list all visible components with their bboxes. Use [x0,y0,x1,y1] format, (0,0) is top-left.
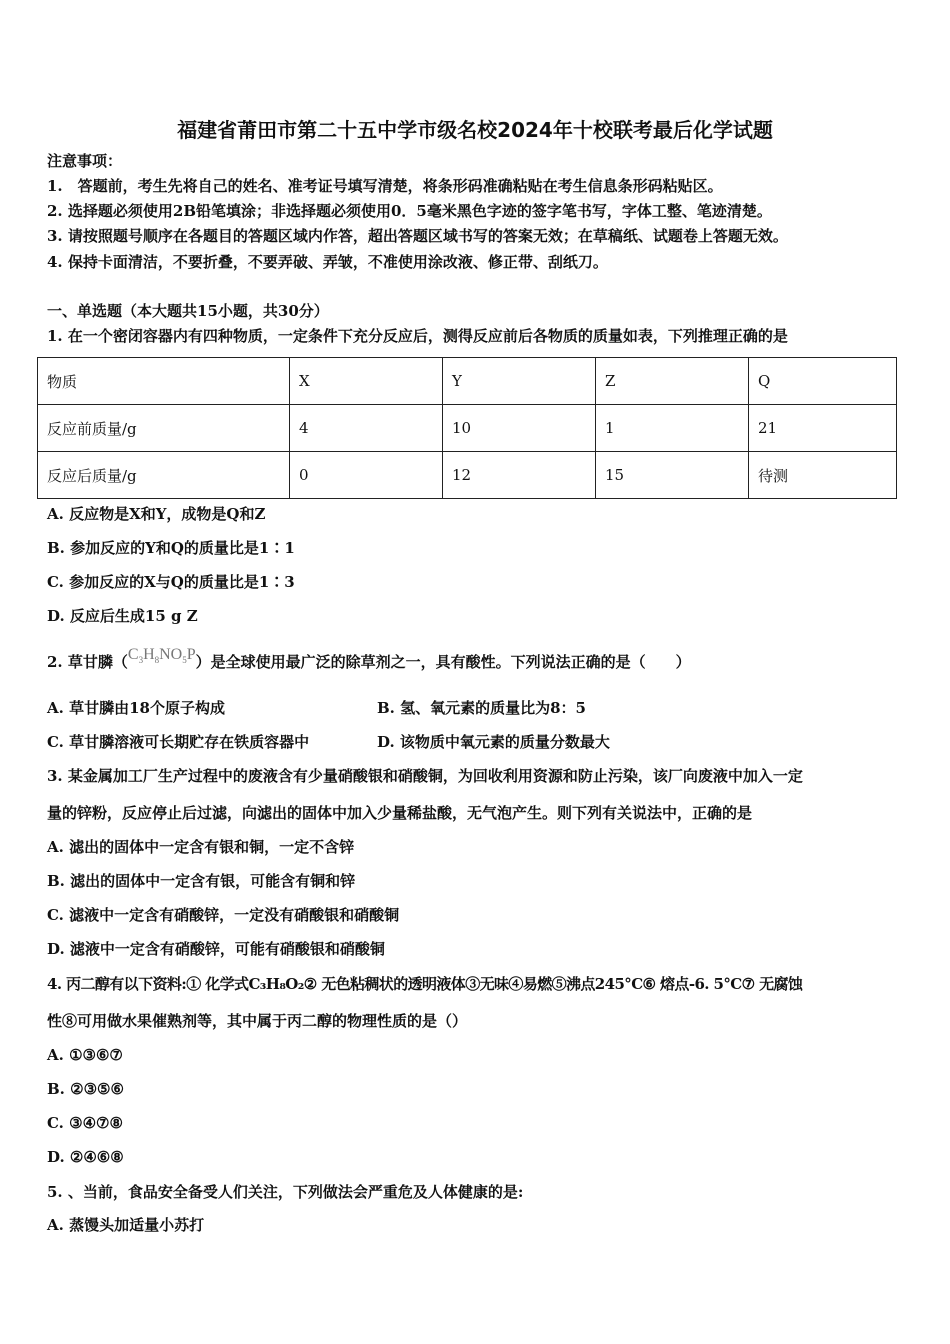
table-cell: 21 [749,405,897,452]
table-cell: 1 [596,405,749,452]
table-row [38,405,897,452]
notice-item: 3. 请按照题号顺序在各题目的答题区域内作答，超出答题区域书写的答案无效；在草稿纸、试题卷上答题无效。 [47,227,788,245]
table-cell: 反应后质量/g [38,452,290,499]
option-a: A. 反应物是X和Y，成物是Q和Z [47,505,266,523]
table-cell: 10 [443,405,596,452]
stem-text: 2. 草甘膦（ [47,653,128,671]
option-d: D. 该物质中氧元素的质量分数最大 [377,733,610,751]
table-cell: 4 [290,405,443,452]
notice-item: 1. 答题前，考生先将自己的姓名、准考证号填写清楚，将条形码准确粘贴在考生信息条形码粘贴区。 [47,177,723,195]
mass-table [37,357,897,499]
notice-heading: 注意事项： [47,152,123,170]
option-c: C. 参加反应的X与Q的质量比是1∶3 [47,573,295,591]
question-1-stem: 1. 在一个密闭容器内有四种物质，一定条件下充分反应后，测得反应前后各物质的质量如表，下列推理正确的是 [47,327,788,345]
option-c: C. 滤液中一定含有硝酸锌，一定没有硝酸银和硝酸铜 [47,906,400,924]
option-a: A. 草甘膦由18个原子构成 [47,699,225,717]
option-b: B. 滤出的固体中一定含有银，可能含有铜和锌 [47,872,356,890]
question-3-stem-cont: 量的锌粉，反应停止后过滤，向滤出的固体中加入少量稀盐酸，无气泡产生。则下列有关说法中，正确的是 [47,804,753,822]
table-cell: 15 [596,452,749,499]
table-cell: 12 [443,452,596,499]
question-3-stem: 3. 某金属加工厂生产过程中的废液含有少量硝酸银和硝酸铜，为回收利用资源和防止污染，该厂向废液中加入一定 [47,767,803,785]
stem-text: ）是全球使用最广泛的除草剂之一，具有酸性。下列说法正确的是（ ） [195,653,691,671]
table-cell: 物质 [38,358,290,405]
option-c: C. 草甘膦溶液可长期贮存在铁质容器中 [47,733,310,751]
option-b: B. ②③⑤⑥ [47,1080,124,1098]
option-a: A. 蒸馒头加适量小苏打 [47,1216,205,1234]
question-4-stem-cont: 性⑧可用做水果催熟剂等，其中属于丙二醇的物理性质的是（） [47,1012,468,1030]
table-cell: Y [443,358,596,405]
question-5-stem: 5. 、当前，食品安全备受人们关注，下列做法会严重危及人体健康的是: [47,1183,524,1201]
chemical-formula: $C_3H_8NO_5P$ [127,646,196,666]
page-title: 福建省莆田市第二十五中学市级名校2024年十校联考最后化学试题 [177,118,773,142]
question-4-stem: 4. 丙二醇有以下资料:① 化学式C₃H₈O₂② 无色粘稠状的透明液体③无味④易燃⑤沸点245°C⑥ 熔点-6. 5°C⑦ 无腐蚀 [47,975,803,993]
table-cell: 待测 [749,452,897,499]
option-d: D. ②④⑥⑧ [47,1148,124,1166]
section-heading: 一、单选题（本大题共15小题，共30分） [47,302,329,320]
option-d: D. 反应后生成15 g Z [47,607,198,625]
option-b: B. 参加反应的Y和Q的质量比是1∶1 [47,539,295,557]
table-cell: 反应前质量/g [38,405,290,452]
option-c: C. ③④⑦⑧ [47,1114,123,1132]
option-a: A. 滤出的固体中一定含有银和铜，一定不含锌 [47,838,355,856]
option-b: B. 氢、氧元素的质量比为8：5 [377,699,586,717]
question-2-stem [47,646,691,678]
notice-item: 4. 保持卡面清洁，不要折叠，不要弄破、弄皱，不准使用涂改液、修正带、刮纸刀。 [47,253,608,271]
option-a: A. ①③⑥⑦ [47,1046,123,1064]
option-d: D. 滤液中一定含有硝酸锌，可能有硝酸银和硝酸铜 [47,940,385,958]
table-row [38,358,897,405]
table-cell: 0 [290,452,443,499]
notice-item: 2. 选择题必须使用2B铅笔填涂；非选择题必须使用0．5毫米黑色字迹的签字笔书写，字体工整、笔迹清楚。 [47,202,772,220]
table-cell: Z [596,358,749,405]
table-row [38,452,897,499]
table-cell: Q [749,358,897,405]
table-cell: X [290,358,443,405]
